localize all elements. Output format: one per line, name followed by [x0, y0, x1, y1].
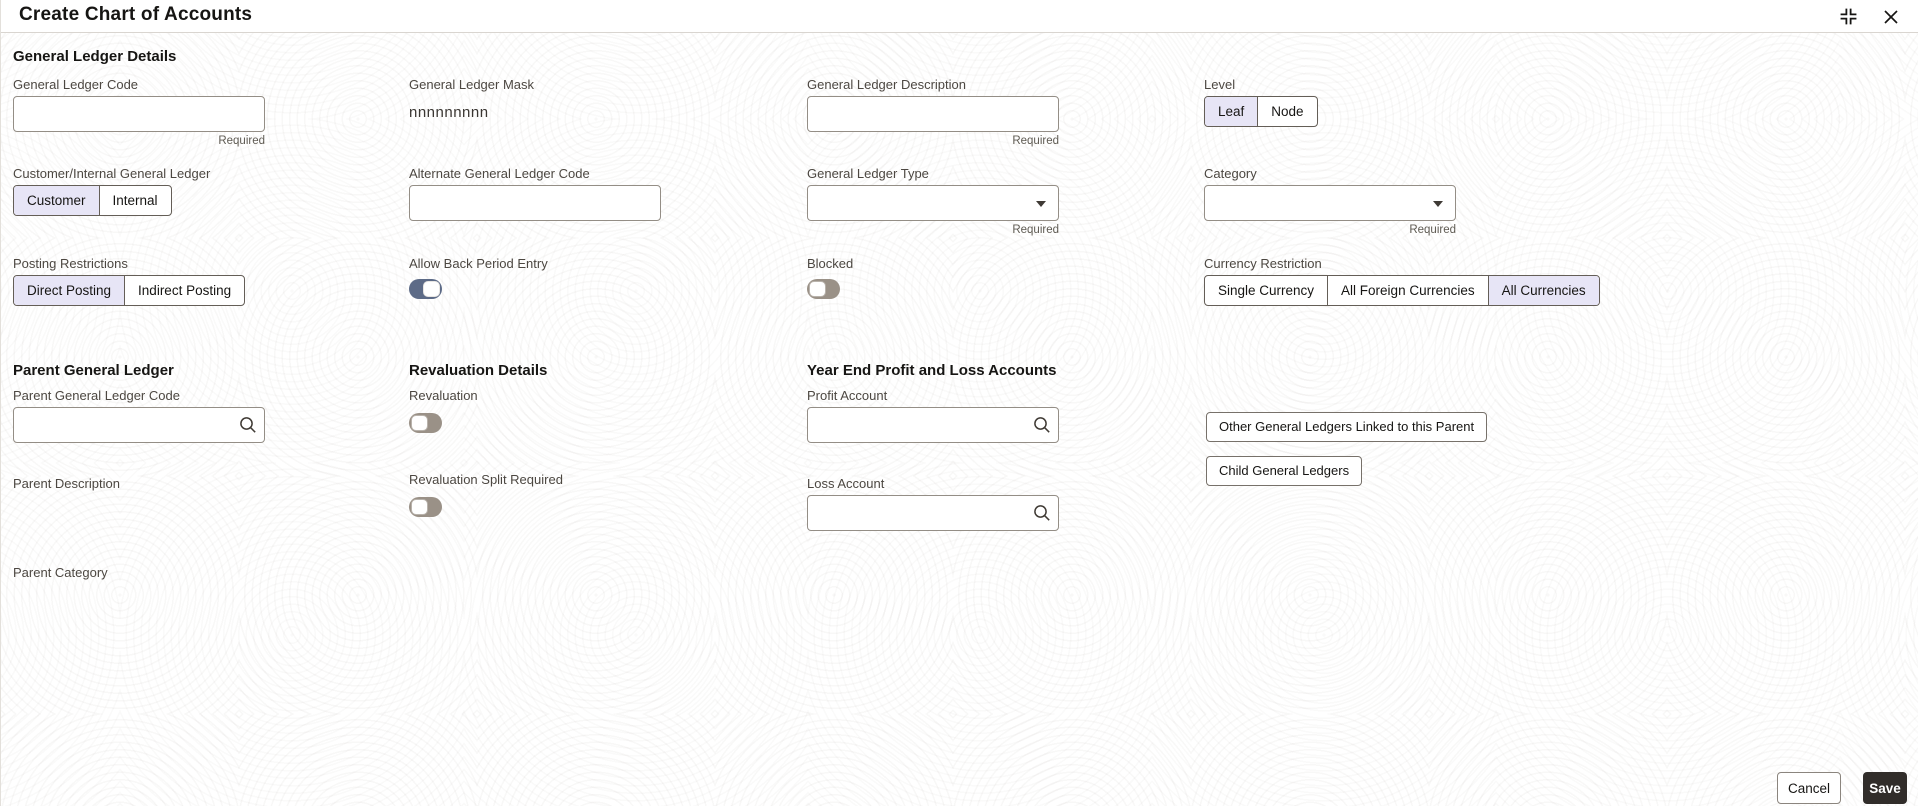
field-posting-restrictions	[13, 256, 413, 306]
field-blocked	[807, 256, 1060, 299]
switch-knob	[423, 281, 440, 297]
save-button[interactable]: Save	[1863, 772, 1907, 804]
switch-knob	[809, 281, 826, 297]
field-parent-gl-code	[13, 388, 266, 443]
level-label: Level	[1204, 77, 1236, 92]
search-icon[interactable]	[1033, 416, 1051, 434]
revaluation-split-switch[interactable]	[409, 497, 442, 517]
search-icon[interactable]	[239, 416, 257, 434]
posting-restrictions-label: Posting Restrictions	[13, 256, 128, 271]
dropdown-caret-icon	[1036, 201, 1046, 207]
parent-description-label: Parent Description	[13, 476, 120, 491]
field-revaluation-split	[409, 472, 662, 517]
profit-account-input[interactable]	[807, 407, 1059, 443]
category-select[interactable]	[1204, 185, 1456, 221]
field-profit-account	[807, 388, 1060, 443]
customer-internal-gl-label: Customer/Internal General Ledger	[13, 166, 211, 181]
internal-option[interactable]: Internal	[99, 186, 171, 215]
field-currency-restriction	[1204, 256, 1604, 306]
field-level	[1204, 77, 1457, 127]
level-toggle-group	[1204, 96, 1318, 127]
required-hint: Required	[1409, 224, 1456, 236]
posting-restrictions-toggle-group	[13, 275, 245, 306]
all-foreign-currencies-option[interactable]: All Foreign Currencies	[1327, 276, 1488, 305]
required-hint: Required	[1012, 135, 1059, 147]
field-general-ledger-type	[807, 166, 1060, 236]
child-general-ledgers-button[interactable]: Child General Ledgers	[1206, 456, 1362, 486]
field-general-ledger-mask	[409, 77, 662, 121]
field-alternate-gl-code	[409, 166, 662, 221]
allow-back-period-entry-label: Allow Back Period Entry	[409, 256, 548, 271]
close-icon[interactable]	[1882, 8, 1900, 26]
customer-internal-toggle-group	[13, 185, 172, 216]
dropdown-caret-icon	[1433, 201, 1443, 207]
field-general-ledger-code	[13, 77, 266, 147]
parent-gl-code-label: Parent General Ledger Code	[13, 388, 180, 403]
all-currencies-option[interactable]: All Currencies	[1488, 276, 1599, 305]
general-ledger-mask-label: General Ledger Mask	[409, 77, 535, 92]
section-year-end-pl-accounts: Year End Profit and Loss Accounts	[807, 362, 1057, 379]
parent-category-label: Parent Category	[13, 565, 108, 580]
revaluation-switch[interactable]	[409, 413, 442, 433]
currency-restriction-label: Currency Restriction	[1204, 256, 1322, 271]
category-label: Category	[1204, 166, 1257, 181]
other-general-ledgers-button[interactable]: Other General Ledgers Linked to this Parent	[1206, 412, 1487, 442]
parent-gl-code-input[interactable]	[13, 407, 265, 443]
general-ledger-code-input[interactable]	[13, 96, 265, 132]
field-general-ledger-description	[807, 77, 1060, 147]
single-currency-option[interactable]: Single Currency	[1218, 283, 1315, 298]
revaluation-label: Revaluation	[409, 388, 478, 403]
customer-option[interactable]: Customer	[14, 186, 99, 215]
indirect-posting-option[interactable]: Indirect Posting	[124, 276, 244, 305]
field-revaluation	[409, 388, 662, 433]
general-ledger-type-select[interactable]	[807, 185, 1059, 221]
section-revaluation-details: Revaluation Details	[409, 362, 548, 379]
loss-account-label: Loss Account	[807, 476, 885, 491]
alternate-gl-code-input[interactable]	[409, 185, 661, 221]
blocked-label: Blocked	[807, 256, 854, 271]
general-ledger-code-label: General Ledger Code	[13, 77, 139, 92]
field-customer-internal-gl	[13, 166, 413, 216]
page-title: Create Chart of Accounts	[19, 4, 253, 25]
collapse-icon[interactable]	[1839, 7, 1858, 26]
revaluation-split-label: Revaluation Split Required	[409, 472, 563, 487]
field-allow-back-period-entry	[409, 256, 662, 299]
general-ledger-mask-value: nnnnnnnnn	[409, 104, 489, 121]
general-ledger-type-label: General Ledger Type	[807, 166, 929, 181]
field-category	[1204, 166, 1457, 236]
currency-restriction-toggle-group	[1204, 275, 1600, 306]
alternate-gl-code-label: Alternate General Ledger Code	[409, 166, 590, 181]
window-controls	[1839, 7, 1900, 26]
field-parent-description	[13, 476, 266, 495]
general-ledger-description-input[interactable]	[807, 96, 1059, 132]
required-hint: Required	[218, 135, 265, 147]
section-parent-general-ledger: Parent General Ledger	[13, 362, 174, 379]
required-hint: Required	[1012, 224, 1059, 236]
level-option-node[interactable]: Node	[1257, 97, 1316, 126]
level-option-leaf[interactable]: Leaf	[1205, 97, 1257, 126]
search-icon[interactable]	[1033, 504, 1051, 522]
field-parent-category	[13, 565, 266, 584]
field-loss-account	[807, 476, 1060, 531]
general-ledger-description-label: General Ledger Description	[807, 77, 966, 92]
loss-account-input[interactable]	[807, 495, 1059, 531]
allow-back-period-entry-switch[interactable]	[409, 279, 442, 299]
switch-knob	[411, 415, 428, 431]
cancel-button[interactable]: Cancel	[1777, 772, 1841, 804]
section-general-ledger-details: General Ledger Details	[13, 48, 177, 65]
profit-account-label: Profit Account	[807, 388, 888, 403]
dialog-header	[1, 0, 1918, 33]
blocked-switch[interactable]	[807, 279, 840, 299]
switch-knob	[411, 499, 428, 515]
direct-posting-option[interactable]: Direct Posting	[14, 276, 124, 305]
